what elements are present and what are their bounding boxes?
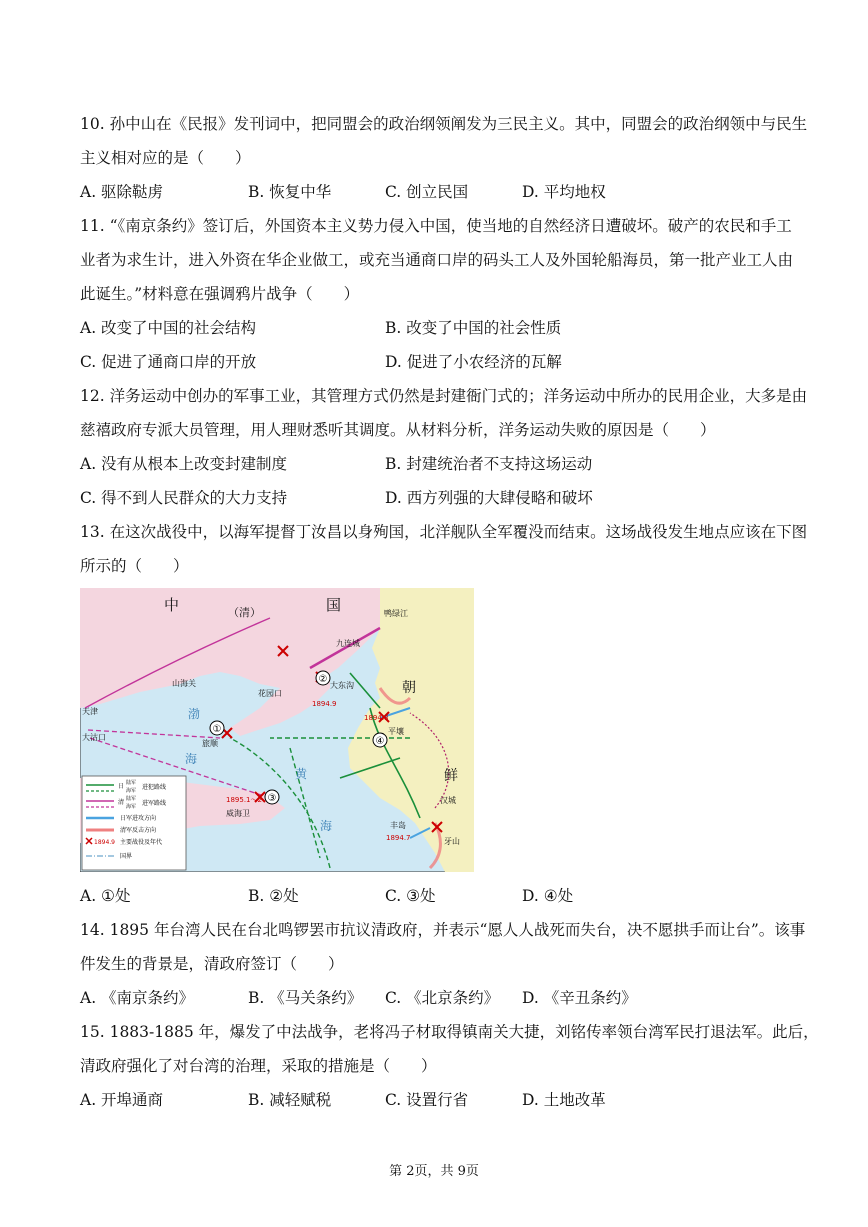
date-1894-8: 1894.8: [364, 714, 389, 722]
q12-option-b: B. 封建统治者不支持这场运动: [385, 455, 593, 473]
label-huang: 黄: [295, 767, 308, 781]
q14-line-2: 件发生的背景是，清政府签订（ ）: [80, 955, 344, 973]
legend-qing: 清: [118, 799, 125, 806]
place-fengdao: 丰岛: [390, 821, 406, 830]
q10-option-c: C. 创立民国: [385, 183, 469, 201]
q10-option-b: B. 恢复中华: [248, 183, 332, 201]
legend-jp-navy: 海军: [126, 788, 137, 794]
legend-jp-army: 陆军: [126, 780, 137, 786]
date-1894-9: 1894.9: [312, 700, 337, 708]
q10-line-1: 10. 孙中山在《民报》发刊词中，把同盟会的政治纲领阐发为三民主义。其中，同盟会的政治纲领中与民生: [80, 115, 808, 133]
legend-border: 国界: [120, 853, 133, 860]
place-yalujiang: 鸭绿江: [384, 609, 408, 618]
q14-line-1: 14. 1895 年台湾人民在台北鸣锣罢市抗议清政府，并表示“愿人人战死而失台，决不愿拱手而让台”。该事: [80, 921, 806, 939]
place-jiulianchen: 九连城: [336, 639, 360, 648]
place-weihaiwei: 威海卫: [226, 809, 250, 818]
place-huayuankou: 花园口: [258, 689, 282, 698]
q14-option-c: C. 《北京条约》: [385, 989, 500, 1007]
legend-counter: 清军反击方向: [120, 827, 157, 834]
q10-option-d: D. 平均地权: [522, 183, 606, 201]
q13-option-b: B. ②处: [248, 887, 299, 905]
q14-option-d: D. 《辛丑条约》: [522, 989, 637, 1007]
legend-jp: 日: [118, 783, 125, 790]
place-pyongyang: 平壤: [388, 727, 404, 736]
q15-option-c: C. 设置行省: [385, 1091, 469, 1109]
legend-jp-route: 进犯路线: [142, 784, 167, 791]
legend-qing-army: 陆军: [126, 796, 137, 802]
q12-option-c: C. 得不到人民群众的大力支持: [80, 489, 288, 507]
map-legend: [82, 776, 186, 870]
q13-line-1: 13. 在这次战役中，以海军提督丁汝昌以身殉国，北洋舰队全军覆没而结束。这场战役发生地点应该在下图: [80, 523, 808, 541]
label-qing: （清）: [228, 606, 261, 619]
q11-option-d: D. 促进了小农经济的瓦解: [385, 353, 562, 371]
label-bo: 渤: [188, 707, 201, 721]
q15-option-d: D. 土地改革: [522, 1091, 606, 1109]
q15-option-b: B. 减轻赋税: [248, 1091, 332, 1109]
marker-1: ①: [212, 724, 222, 735]
q12-line-2: 慈禧政府专派大员管理，用人理财悉听其调度。从材料分析，洋务运动失败的原因是（ ）: [80, 421, 716, 439]
q13-option-d: D. ④处: [522, 887, 574, 905]
q10-line-2: 主义相对应的是（ ）: [80, 149, 251, 167]
place-yashan: 牙山: [444, 837, 460, 846]
label-xian: 鲜: [444, 768, 458, 784]
q11-option-b: B. 改变了中国的社会性质: [385, 319, 562, 337]
q12-line-1: 12. 洋务运动中创办的军事工业，其管理方式仍然是封建衙门式的；洋务运动中所办的民用企业，大多是由: [80, 387, 808, 405]
place-tianjin: 天津: [82, 707, 98, 716]
q15-line-2: 清政府强化了对台湾的治理，采取的措施是（ ）: [80, 1057, 437, 1075]
marker-3: ③: [267, 793, 277, 804]
q13-line-2: 所示的（ ）: [80, 557, 189, 575]
date-1894-7: 1894.7: [386, 834, 411, 842]
label-hai-1: 海: [185, 752, 198, 766]
place-hancheng: 汉城: [440, 796, 456, 805]
marker-2: ②: [318, 674, 328, 685]
place-dagukou: 大沽口: [82, 733, 106, 742]
marker-4: ④: [375, 736, 385, 747]
q12-option-d: D. 西方列强的大肆侵略和破坏: [385, 489, 593, 507]
legend-battle-date: 1894.9: [94, 839, 115, 846]
label-hai-2: 海: [320, 819, 333, 833]
label-zhong: 中: [164, 596, 180, 614]
legend-attack: 日军进攻方向: [120, 815, 157, 822]
q15-option-a: A. 开埠通商: [80, 1091, 164, 1109]
label-guo: 国: [326, 596, 342, 614]
page-footer: 第 2页，共 9页: [389, 1164, 479, 1179]
place-shanhaiguan: 山海关: [172, 679, 196, 688]
place-dadonggou: 大东沟: [330, 681, 354, 690]
q11-line-2: 业者为求生计，进入外资在华企业做工，或充当通商口岸的码头工人及外国轮船海员，第一批产业工人由: [80, 251, 794, 269]
q11-line-1: 11. “《南京条约》签订后，外国资本主义势力侵入中国，使当地的自然经济日遭破坏。破产的农民和手工: [80, 217, 792, 235]
q11-option-c: C. 促进了通商口岸的开放: [80, 353, 257, 371]
q13-option-c: C. ③处: [385, 887, 436, 905]
q11-line-3: 此诞生。”材料意在强调鸦片战争（ ）: [80, 285, 360, 303]
place-lushun: 旅顺: [202, 739, 218, 748]
q14-option-a: A. 《南京条约》: [80, 989, 195, 1007]
q12-option-a: A. 没有从根本上改变封建制度: [80, 455, 288, 473]
q13-option-a: A. ①处: [80, 887, 131, 905]
label-chao: 朝: [402, 680, 416, 696]
date-1895: 1895.1～2: [226, 796, 262, 804]
legend-qing-route: 进军路线: [142, 800, 167, 807]
sino-japanese-war-map: [80, 588, 474, 872]
q14-option-b: B. 《马关条约》: [248, 989, 363, 1007]
q15-line-1: 15. 1883-1885 年，爆发了中法战争，老将冯子材取得镇南关大捷，刘铭传率领台湾军民打退法军。此后，: [80, 1023, 819, 1041]
q11-option-a: A. 改变了中国的社会结构: [80, 319, 257, 337]
legend-qing-navy: 海军: [126, 804, 137, 810]
legend-battle: 主要战役及年代: [120, 839, 163, 846]
q10-option-a: A. 驱除鞑虏: [80, 183, 164, 201]
